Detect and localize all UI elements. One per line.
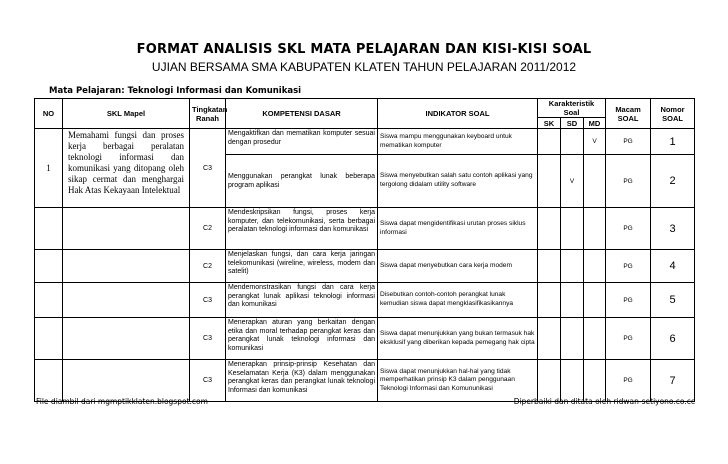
row6-md [584, 318, 606, 360]
analysis-table [34, 98, 695, 402]
row2-indikator: Siswa menyebutkan salah satu contoh aplikasi yang tergolong didalam utility software [378, 155, 538, 208]
row2-nomor: 2 [651, 155, 695, 208]
row3-nomor: 3 [651, 208, 695, 250]
row5-md [584, 283, 606, 318]
row1-nomor: 1 [651, 129, 695, 155]
skl-text: Memahami fungsi dan proses kerja berbagai peralatan teknologi informasi dan komunikasi yang ditopang oleh sikap cermat dan menghargai Hak Atas Kekayaan Intelektual [63, 129, 190, 208]
header-no: NO [35, 99, 63, 129]
row3-kompetensi: Mendeskripsikan fungsi, proses kerja komputer, dan telekomunikasi, serta berbagai peralatan teknologi informasi dan komunikasi [226, 208, 378, 250]
row4-sd [561, 250, 584, 283]
row1-ranah: C3 [190, 129, 226, 208]
header-sk: SK [538, 118, 561, 129]
row3-md [584, 208, 606, 250]
row4-ranah: C2 [190, 250, 226, 283]
row5-macam: PG [606, 283, 651, 318]
row7-no [35, 360, 63, 402]
row3-macam: PG [606, 208, 651, 250]
row3-indikator: Siswa dapat mengidentifikasi urutan proses siklus informasi [378, 208, 538, 250]
row6-kompetensi: Menerapkan aturan yang berkaitan dengan etika dan moral terhadap perangkat keras dan perangkat lunak teknologi informasi dan komunikasi [226, 318, 378, 360]
row3-no [35, 208, 63, 250]
row4-md [584, 250, 606, 283]
row6-skl [63, 318, 190, 360]
row4-skl [63, 250, 190, 283]
row1-indikator: Siswa mampu menggunakan keyboard untuk mematikan komputer [378, 129, 538, 155]
row6-sd [561, 318, 584, 360]
header-indikator: INDIKATOR SOAL [378, 99, 538, 129]
row4-no [35, 250, 63, 283]
row7-skl [63, 360, 190, 402]
header-kompetensi: KOMPETENSI DASAR [226, 99, 378, 129]
row6-no [35, 318, 63, 360]
subject-line: Mata Pelajaran: Teknologi Informasi dan Komunikasi [49, 86, 302, 96]
row6-sk [538, 318, 561, 360]
row4-kompetensi: Menjelaskan fungsi, dan cara kerja jaringan telekomunikasi (wireline, wireless, modem dan satelit) [226, 250, 378, 283]
header-tingkatan: Tingkatan Ranah [190, 99, 226, 129]
header-skl: SKL Mapel [63, 99, 190, 129]
row2-md [584, 155, 606, 208]
row3-ranah: C2 [190, 208, 226, 250]
row1-kompetensi: Mengaktifkan dan mematikan komputer sesuai dengan prosedur [226, 129, 378, 155]
row5-skl [63, 283, 190, 318]
row6-nomor: 6 [651, 318, 695, 360]
header-macam: Macam SOAL [606, 99, 651, 129]
footer-credit: Diperbaiki dan ditata oleh ridwan-setiyono.co.cc [513, 397, 695, 406]
row7-sd [561, 360, 584, 402]
row7-macam: PG [606, 360, 651, 402]
row7-ranah: C3 [190, 360, 226, 402]
row1-sk [538, 129, 561, 155]
row5-nomor: 5 [651, 283, 695, 318]
row7-md [584, 360, 606, 402]
row7-indikator: Siswa dapat menunjukkan hal-hal yang tidak memperhatikan prinsip K3 dalam penggunaan Teknologi Informasi dan Komununikasi [378, 360, 538, 402]
row4-sk [538, 250, 561, 283]
header-sd: SD [561, 118, 584, 129]
header-md: MD [584, 118, 606, 129]
row6-ranah: C3 [190, 318, 226, 360]
row3-sd [561, 208, 584, 250]
skl-number: 1 [35, 129, 63, 208]
document-title: FORMAT ANALISIS SKL MATA PELAJARAN DAN KISI-KISI SOAL [136, 42, 592, 57]
row5-indikator: Disebutkan contoh-contoh perangkat lunak kemudian siswa dapat mengklasifikasikannya [378, 283, 538, 318]
footer-source: File diambil dari mgmptikklaten.blogspot.com [36, 397, 208, 406]
row3-skl [63, 208, 190, 250]
row4-nomor: 4 [651, 250, 695, 283]
document-subtitle: UJIAN BERSAMA SMA KABUPATEN KLATEN TAHUN PELAJARAN 2011/2012 [151, 60, 577, 74]
row1-macam: PG [606, 129, 651, 155]
row3-sk [538, 208, 561, 250]
row5-sk [538, 283, 561, 318]
row7-kompetensi: Menerapkan prinsip-prinsip Kesehatan dan Keselamatan Kerja (K3) dalam menggunakan perangkat keras dan perangkat lunak teknologi Informasi dan komunikasi [226, 360, 378, 402]
row2-macam: PG [606, 155, 651, 208]
row4-indikator: Siswa dapat menyebutkan cara kerja modem [378, 250, 538, 283]
row5-sd [561, 283, 584, 318]
row5-kompetensi: Mendemonstrasikan fungsi dan cara kerja perangkat lunak aplikasi teknologi informasi dan komunikasi [226, 283, 378, 318]
row6-indikator: Siswa dapat menunjukkan yang bukan termasuk hak eksklusif yang diberikan kepada pemegang hak cipta [378, 318, 538, 360]
row2-kompetensi: Menggunakan perangkat lunak beberapa program aplikasi [226, 155, 378, 208]
row4-macam: PG [606, 250, 651, 283]
row1-md: V [584, 129, 606, 155]
row5-no [35, 283, 63, 318]
row2-sk [538, 155, 561, 208]
header-nomor: Nomor SOAL [651, 99, 695, 129]
row7-sk [538, 360, 561, 402]
header-karakteristik: Karakteristik Soal [538, 99, 606, 118]
row7-nomor: 7 [651, 360, 695, 402]
row1-sd [561, 129, 584, 155]
row5-ranah: C3 [190, 283, 226, 318]
row2-sd: V [561, 155, 584, 208]
row6-macam: PG [606, 318, 651, 360]
